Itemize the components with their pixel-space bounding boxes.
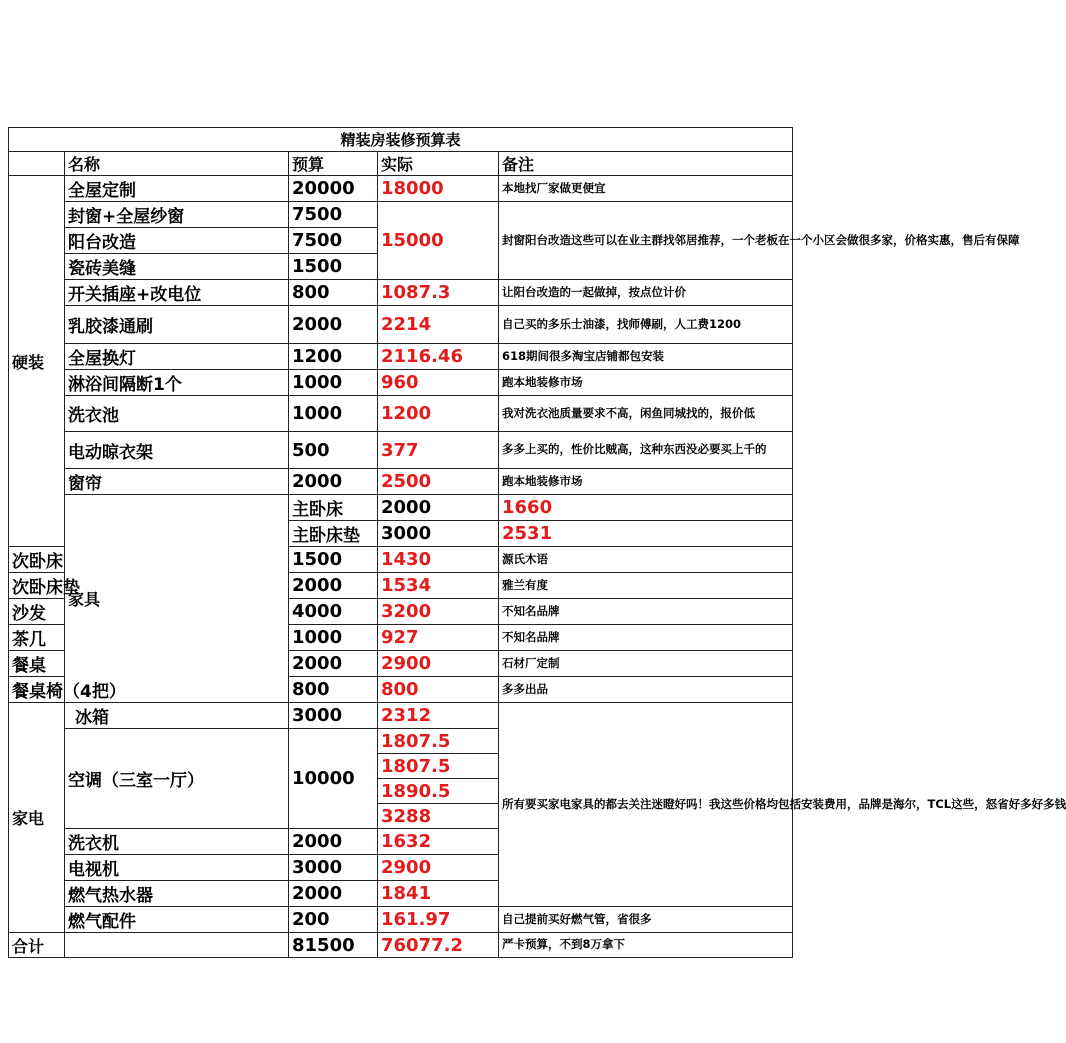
item-actual: 1660 [499,495,793,521]
category-hard: 硬装 [9,176,65,547]
item-budget: 2000 [289,306,378,344]
item-budget: 10000 [289,729,378,829]
item-actual: 2116.46 [378,344,499,370]
appliance-note: 所有要买家电家具的都去关注迷瞪好吗！我这些价格均包括安装费用，品牌是海尔，TCL这些，怒省好多好多钱 [499,703,793,907]
item-actual: 1087.3 [378,280,499,306]
item-budget: 1500 [289,254,378,280]
item-actual: 1890.5 [378,779,499,804]
item-note: 源氏木语 [499,547,793,573]
total-row [9,933,793,958]
item-budget: 1000 [289,370,378,396]
item-actual: 800 [378,677,499,703]
item-budget: 1000 [289,625,378,651]
item-budget: 2000 [289,651,378,677]
item-actual: 15000 [378,202,499,280]
table-title: 精装房装修预算表 [9,128,793,152]
header-category [9,152,65,176]
header-name: 名称 [65,152,289,176]
item-name: 洗衣机 [65,829,289,855]
item-budget: 3000 [289,703,378,729]
item-actual: 377 [378,432,499,469]
item-budget: 2000 [289,829,378,855]
header-actual: 实际 [378,152,499,176]
table-row [9,703,793,729]
item-actual: 2531 [499,521,793,547]
item-actual: 1534 [378,573,499,599]
item-actual: 1200 [378,396,499,432]
item-note: 本地找厂家做更便宜 [499,176,793,202]
item-actual: 1807.5 [378,729,499,754]
category-appliance: 家电 [9,703,65,933]
item-actual: 3200 [378,599,499,625]
item-name: 空调（三室一厅） [65,729,289,829]
item-name: 主卧床垫 [289,521,378,547]
item-budget: 1000 [289,396,378,432]
table-row [9,306,793,344]
item-name: 燃气热水器 [65,881,289,907]
item-note: 雅兰有度 [499,573,793,599]
table-row [9,469,793,495]
item-note: 618期间很多淘宝店铺都包安装 [499,344,793,370]
item-actual: 1841 [378,881,499,907]
item-budget: 1500 [289,547,378,573]
item-budget: 2000 [378,495,499,521]
total-actual: 76077.2 [378,933,499,958]
item-budget: 3000 [378,521,499,547]
item-actual: 1430 [378,547,499,573]
total-name [65,933,289,958]
item-budget: 7500 [289,228,378,254]
item-note: 石材厂定制 [499,651,793,677]
item-name: 餐桌 [9,651,65,677]
table-row [9,176,793,202]
item-note: 不知名品牌 [499,599,793,625]
item-budget: 500 [289,432,378,469]
item-note: 不知名品牌 [499,625,793,651]
item-budget: 4000 [289,599,378,625]
item-budget: 2000 [289,573,378,599]
item-budget: 200 [289,907,378,933]
table-row [9,495,793,521]
item-note: 多多出品 [499,677,793,703]
total-note: 严卡预算，不到8万拿下 [499,933,793,958]
item-note: 多多上买的，性价比贼高，这种东西没必要买上千的 [499,432,793,469]
item-name: 电视机 [65,855,289,881]
item-actual: 2900 [378,855,499,881]
item-name: 洗衣池 [65,396,289,432]
item-actual: 18000 [378,176,499,202]
item-name: 开关插座+改电位 [65,280,289,306]
item-name: 电动晾衣架 [65,432,289,469]
item-actual: 3288 [378,804,499,829]
item-name: 乳胶漆通刷 [65,306,289,344]
item-note: 封窗阳台改造这些可以在业主群找邻居推荐，一个老板在一个小区会做很多家，价格实惠，售后有保障 [499,202,793,280]
item-name: 阳台改造 [65,228,289,254]
item-note: 自己提前买好燃气管，省很多 [499,907,793,933]
item-budget: 7500 [289,202,378,228]
item-name: 封窗+全屋纱窗 [65,202,289,228]
item-name: 窗帘 [65,469,289,495]
total-budget: 81500 [289,933,378,958]
item-budget: 2000 [289,469,378,495]
header-note: 备注 [499,152,793,176]
item-note: 跑本地装修市场 [499,469,793,495]
table-row [9,344,793,370]
item-budget: 20000 [289,176,378,202]
item-name: 瓷砖美缝 [65,254,289,280]
item-budget: 3000 [289,855,378,881]
table-row [9,907,793,933]
item-note: 让阳台改造的一起做掉，按点位计价 [499,280,793,306]
item-budget: 2000 [289,881,378,907]
budget-table [8,127,1066,958]
item-actual: 2214 [378,306,499,344]
item-name: 燃气配件 [65,907,289,933]
item-actual: 2500 [378,469,499,495]
item-note: 跑本地装修市场 [499,370,793,396]
total-label: 合计 [9,933,65,958]
item-actual: 960 [378,370,499,396]
item-name: 次卧床垫 [9,573,65,599]
item-name: 沙发 [9,599,65,625]
item-name: 茶几 [9,625,65,651]
item-budget: 800 [289,677,378,703]
header-budget: 预算 [289,152,378,176]
item-note: 自己买的多乐士油漆，找师傅刷，人工费1200 [499,306,793,344]
item-name: 全屋定制 [65,176,289,202]
table-row [9,202,793,228]
item-actual: 2900 [378,651,499,677]
table-row [9,280,793,306]
item-actual: 1632 [378,829,499,855]
item-note: 我对洗衣池质量要求不高，闲鱼同城找的，报价低 [499,396,793,432]
item-budget: 1200 [289,344,378,370]
header-row [9,152,793,176]
item-budget: 800 [289,280,378,306]
table-row [9,370,793,396]
item-actual: 1807.5 [378,754,499,779]
item-actual: 161.97 [378,907,499,933]
item-name: 主卧床 [289,495,378,521]
item-name: 次卧床 [9,547,65,573]
item-name: 淋浴间隔断1个 [65,370,289,396]
table-row [9,432,793,469]
item-actual: 927 [378,625,499,651]
item-name: 全屋换灯 [65,344,289,370]
category-furniture: 家具 [65,495,289,703]
item-name: 餐桌椅（4把） [9,677,65,703]
item-name: 冰箱 [65,703,289,729]
table-row [9,396,793,432]
item-actual: 2312 [378,703,499,729]
